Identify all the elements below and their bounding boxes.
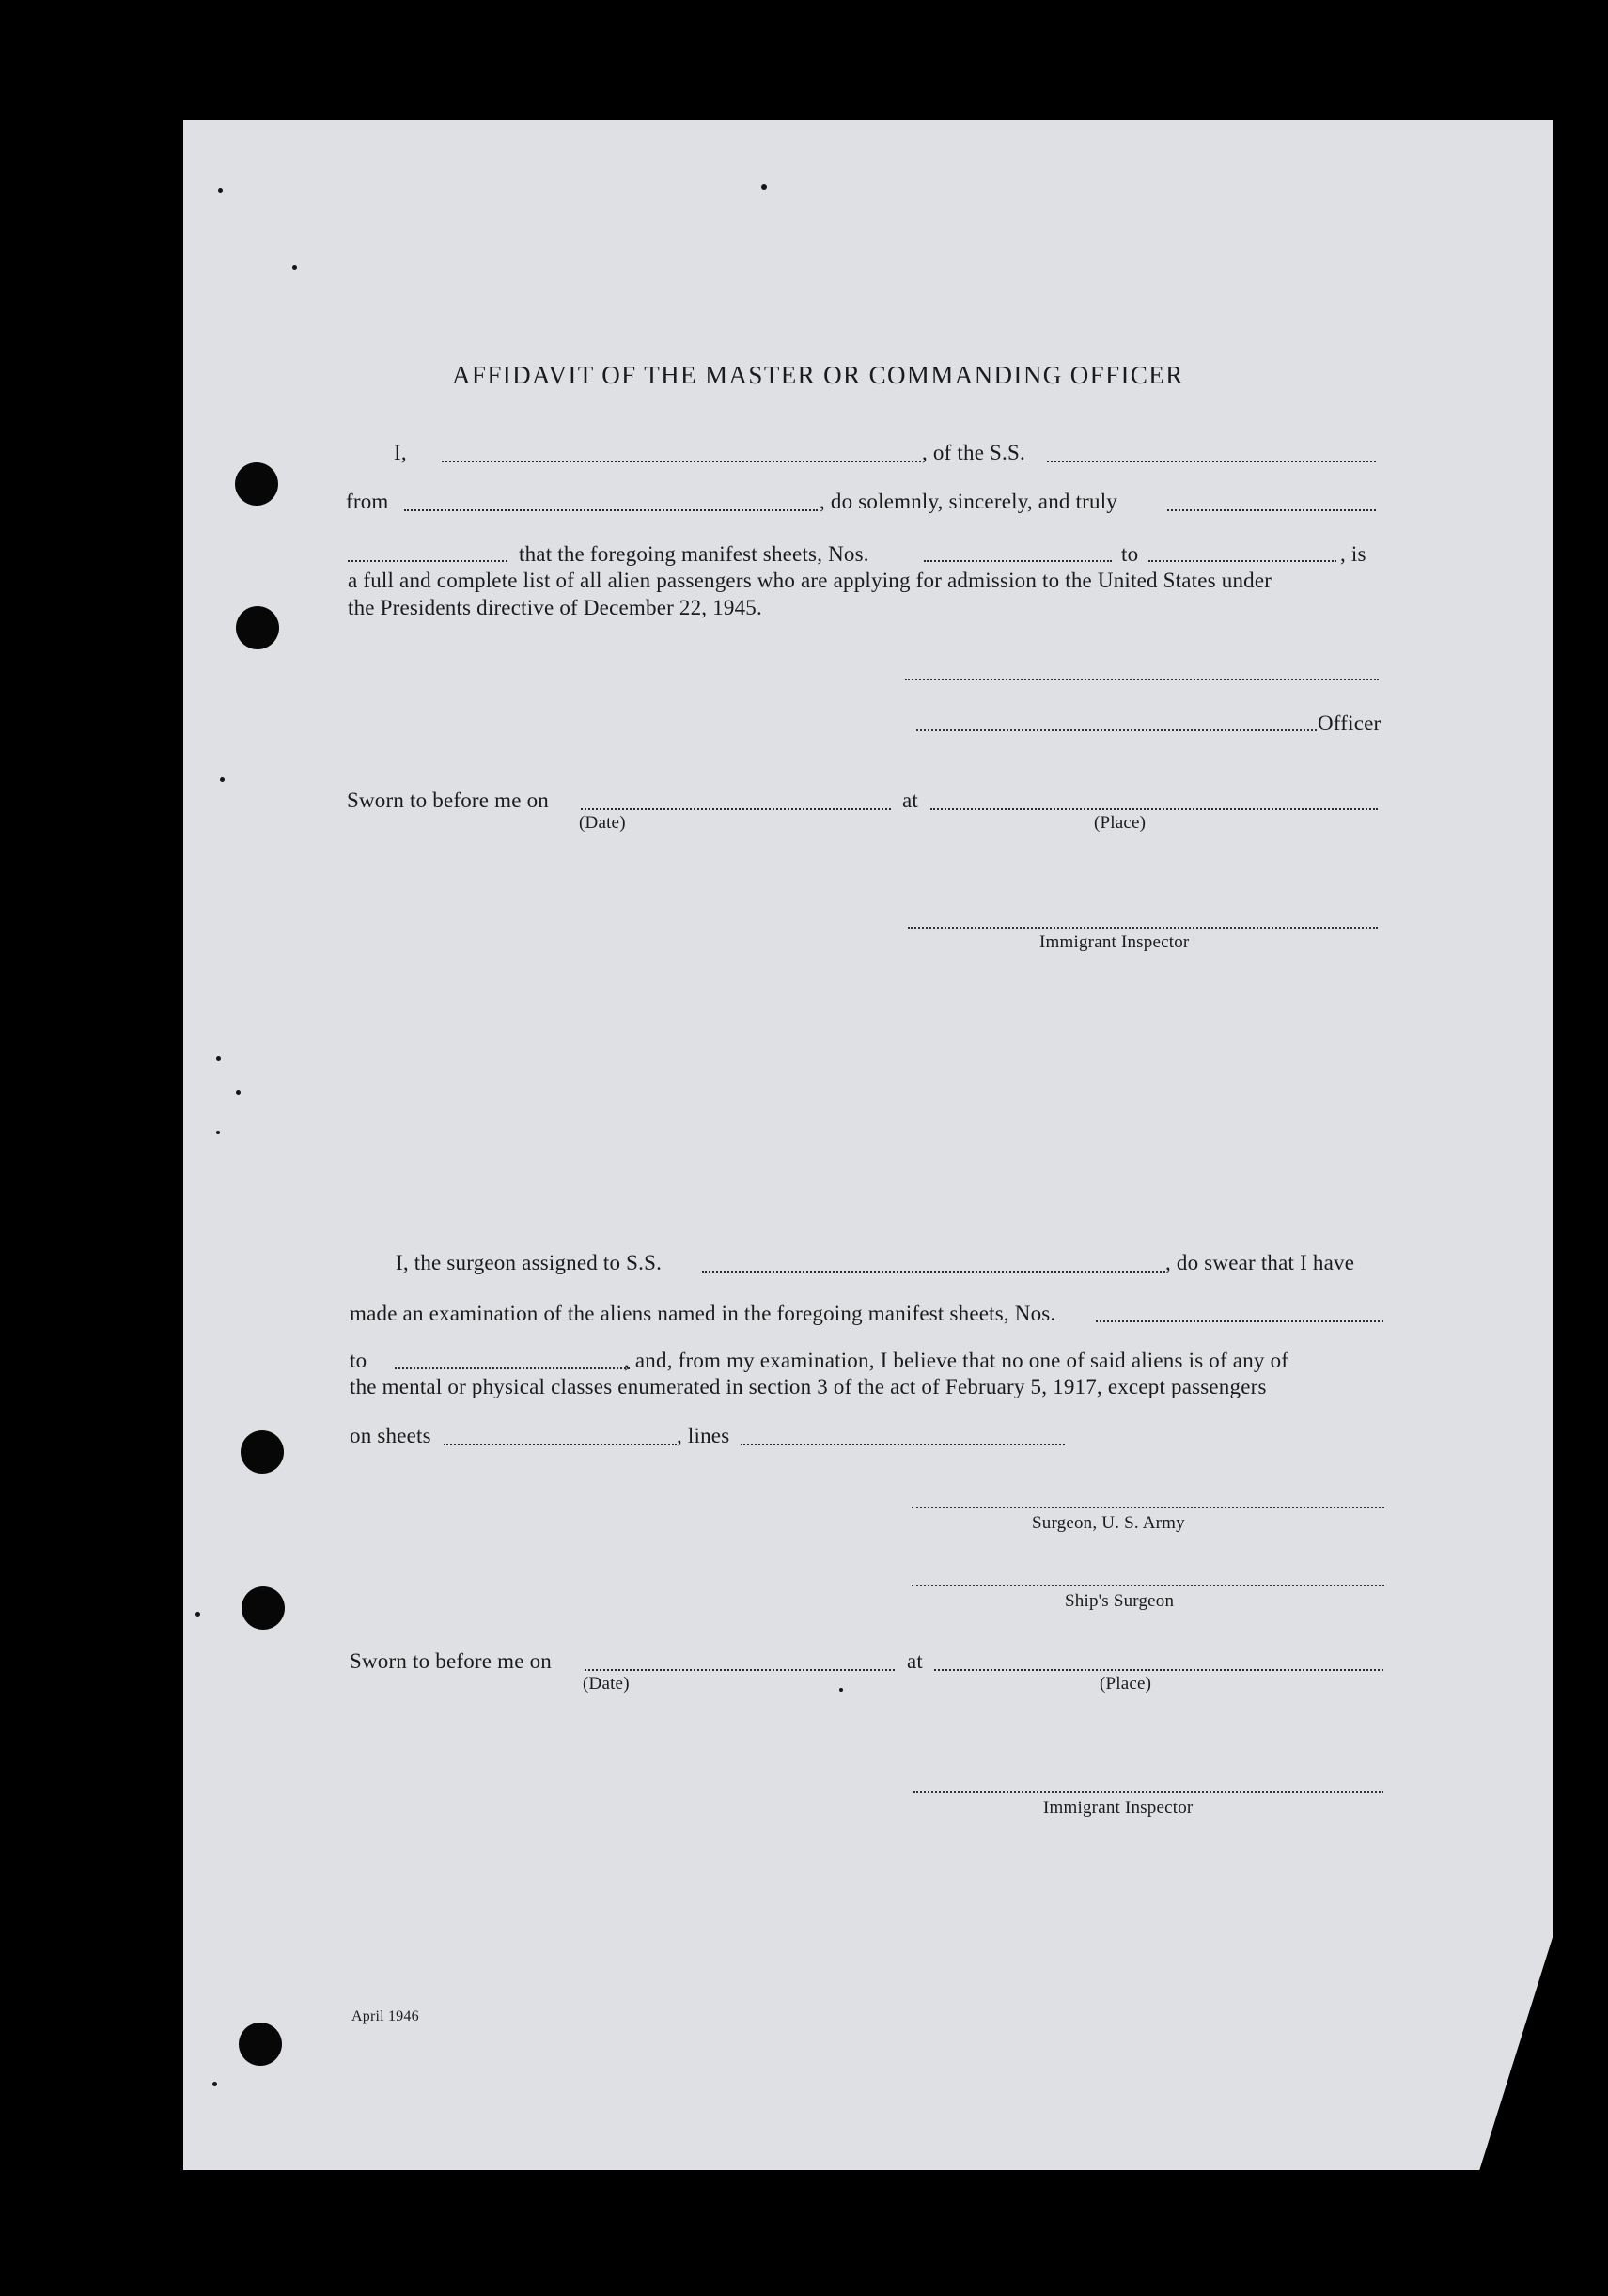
punch-hole (235, 462, 278, 506)
surgeon-inspector-signature[interactable] (913, 1791, 1383, 1793)
surgeon-sworn-place-field[interactable] (934, 1669, 1383, 1671)
speck (216, 1056, 221, 1061)
punch-hole (242, 1586, 285, 1630)
master-line2-solemnly: , do solemnly, sincerely, and truly (820, 490, 1118, 513)
master-line5: the Presidents directive of December 22, 1945. (348, 596, 762, 619)
surgeon-line5-sheets: on sheets (350, 1424, 431, 1447)
surgeon-ship-field[interactable] (702, 1271, 1165, 1273)
punch-hole (239, 2023, 282, 2066)
surgeon-date-caption: (Date) (583, 1674, 630, 1694)
speck (212, 2082, 217, 2086)
master-sworn-date-field[interactable] (581, 808, 891, 810)
except-sheets-field[interactable] (444, 1444, 677, 1445)
sheets-from-field[interactable] (924, 560, 1112, 562)
speck (216, 1131, 220, 1134)
master-name-field[interactable] (442, 461, 921, 462)
surgeon-sheets-from-field[interactable] (1096, 1320, 1383, 1322)
surgeon-line4: the mental or physical classes enumerated in section 3 of the act of February 5, 1917, except passengers (350, 1375, 1267, 1398)
except-lines-field[interactable] (741, 1444, 1065, 1445)
punch-hole (236, 606, 279, 649)
master-line3-that: that the foregoing manifest sheets, Nos. (519, 542, 869, 566)
officer-label: Officer (1318, 711, 1382, 735)
master-inspector-signature[interactable] (908, 927, 1378, 929)
master-sworn-label: Sworn to before me on (347, 789, 549, 812)
army-surgeon-signature[interactable] (912, 1507, 1384, 1508)
speck (220, 777, 225, 782)
master-line3-to: to (1121, 542, 1139, 566)
oath-type-field[interactable] (1167, 509, 1376, 511)
master-line1-of-ss: , of the S.S. (922, 441, 1025, 464)
master-line1-i: I, (394, 441, 407, 464)
surgeon-sworn-at: at (907, 1649, 923, 1673)
speck (839, 1688, 843, 1692)
master-line2-from: from (346, 490, 389, 513)
master-inspector-label: Immigrant Inspector (1039, 932, 1190, 952)
surgeon-inspector-label: Immigrant Inspector (1043, 1798, 1194, 1818)
officer-signature-line-1[interactable] (905, 679, 1379, 680)
surgeon-line3-rest: , and, from my examination, I believe that no one of said aliens is of any of (624, 1349, 1289, 1372)
master-sworn-at: at (902, 789, 918, 812)
oath-verb-field[interactable] (348, 560, 507, 562)
surgeon-sworn-label: Sworn to before me on (350, 1649, 552, 1673)
master-date-caption: (Date) (579, 813, 626, 833)
surgeon-line2: made an examination of the aliens named in the foregoing manifest sheets, Nos. (350, 1302, 1056, 1325)
speck (218, 188, 223, 193)
ship-name-field[interactable] (1047, 461, 1376, 462)
master-sworn-place-field[interactable] (930, 808, 1378, 810)
speck (761, 184, 767, 190)
master-line4: a full and complete list of all alien passengers who are applying for admission to the United States under (348, 569, 1272, 592)
page-title: AFFIDAVIT OF THE MASTER OR COMMANDING OFFICER (452, 361, 1184, 389)
sheets-to-field[interactable] (1148, 560, 1336, 562)
master-line3-is: , is (1340, 542, 1366, 566)
officer-signature-line-2[interactable] (916, 729, 1317, 731)
surgeon-line1: I, the surgeon assigned to S.S. (396, 1251, 663, 1274)
surgeon-line3-to: to (350, 1349, 367, 1372)
ship-surgeon-label: Ship's Surgeon (1065, 1591, 1175, 1611)
surgeon-line5-lines: , lines (677, 1424, 730, 1447)
speck (236, 1090, 241, 1095)
surgeon-sworn-date-field[interactable] (585, 1669, 895, 1671)
surgeon-line1-swear: , do swear that I have (1165, 1251, 1355, 1274)
army-surgeon-label: Surgeon, U. S. Army (1032, 1513, 1185, 1533)
punch-hole (241, 1430, 284, 1474)
speck (292, 265, 297, 270)
master-place-caption: (Place) (1094, 813, 1147, 833)
port-from-field[interactable] (404, 509, 818, 511)
speck (195, 1612, 200, 1617)
form-page (183, 120, 1553, 2170)
surgeon-place-caption: (Place) (1100, 1674, 1152, 1694)
surgeon-sheets-to-field[interactable] (395, 1367, 630, 1369)
ship-surgeon-signature[interactable] (912, 1585, 1384, 1586)
footer-date: April 1946 (351, 2008, 419, 2024)
